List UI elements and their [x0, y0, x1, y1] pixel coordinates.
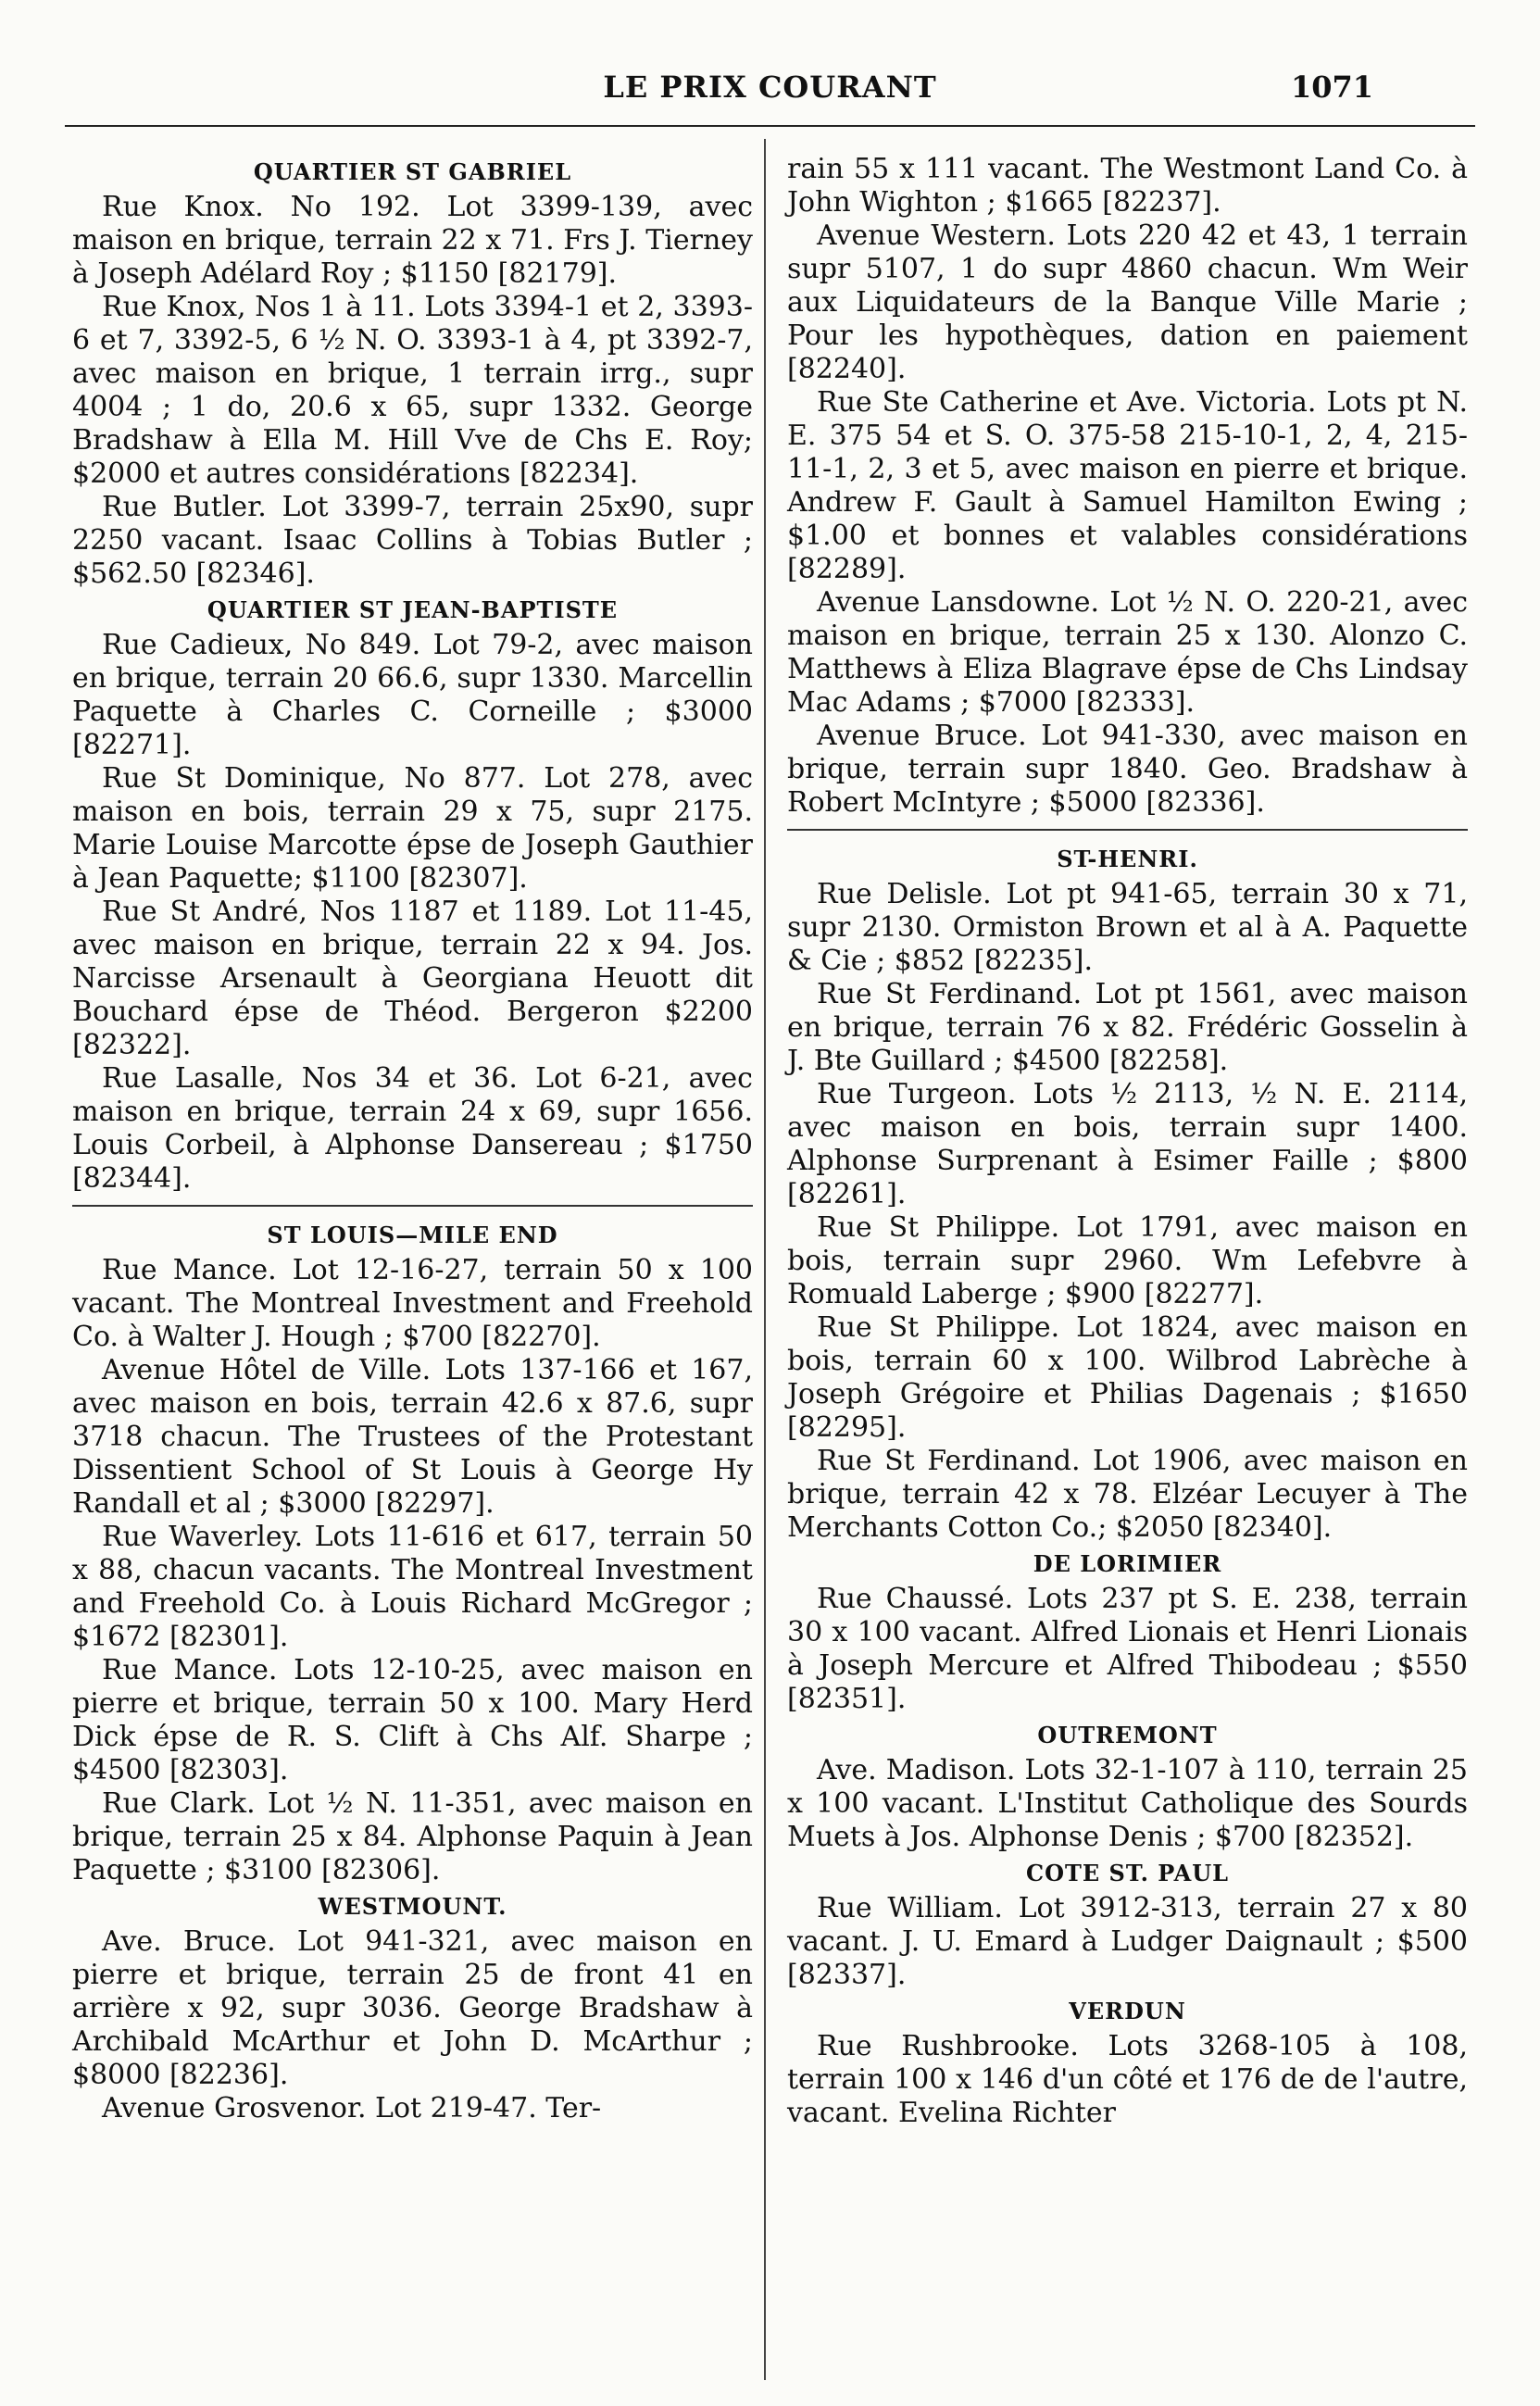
section-heading: COTE ST. PAUL [1025, 1860, 1230, 1886]
listing-entry: Rue Ste Catherine et Ave. Victoria. Lots pt N. E. 375 54 et S. O. 375-58 215-10-1, 2, 4, 215-11-1, 2, 3 et 5, avec maison en pierre et brique. Andrew F. Gault à Samuel Hamilton Ewing ; $1.00 et bonnes et valables considérations [82289]. [787, 386, 1468, 585]
column-divider [764, 139, 766, 2380]
section-heading: DE LORIMIER [1033, 1550, 1222, 1577]
listing-entry: Rue Mance. Lots 12-10-25, avec maison en pierre et brique, terrain 50 x 100. Mary Herd Dick épse de R. S. Clift à Chs Alf. Sharpe ; $4500 [82303]. [72, 1654, 753, 1786]
section-heading: QUARTIER ST GABRIEL [253, 158, 572, 185]
listing-entry: Rue St Dominique, No 877. Lot 278, avec maison en bois, terrain 29 x 75, supr 2175. Marie Louise Marcotte épse de Joseph Gauthier à Jean Paquette; $1100 [82307]. [72, 762, 753, 895]
right-column [787, 153, 1468, 2130]
section-heading: OUTREMONT [1037, 1722, 1218, 1748]
listing-entry: Avenue Grosvenor. Lot 219-47. Ter- [102, 2092, 602, 2124]
section-heading: VERDUN [1069, 1998, 1186, 2024]
listing-entry: Ave. Madison. Lots 32-1-107 à 110, terrain 25 x 100 vacant. L'Institut Catholique des Sourds Muets à Jos. Alphonse Denis ; $700 [82352]. [787, 1754, 1468, 1853]
listing-entry: Rue St Ferdinand. Lot 1906, avec maison en brique, terrain 42 x 78. Elzéar Lecuyer à The Merchants Cotton Co.; $2050 [82340]. [787, 1445, 1468, 1544]
listing-entry: Rue Cadieux, No 849. Lot 79-2, avec maison en brique, terrain 20 66.6, supr 1330. Marcellin Paquette à Charles C. Corneille ; $3000 [82271]. [72, 629, 753, 761]
listing-entry: Rue St Ferdinand. Lot pt 1561, avec maison en brique, terrain 76 x 82. Frédéric Gosselin à J. Bte Guillard ; $4500 [82258]. [787, 978, 1468, 1077]
listing-entry: Avenue Hôtel de Ville. Lots 137-166 et 167, avec maison en bois, terrain 42.6 x 87.6, supr 3718 chacun. The Trustees of the Protestant Dissentient School of St Louis à George Hy Randall et al ; $3000 [82297]. [72, 1354, 753, 1520]
listing-entry: Rue Rushbrooke. Lots 3268-105 à 108, terrain 100 x 146 d'un côté et 176 de de l'autre, vacant. Evelina Richter [787, 2030, 1468, 2129]
listing-entry: Rue Waverley. Lots 11-616 et 617, terrain 50 x 88, chacun vacants. The Montreal Investment and Freehold Co. à Louis Richard McGregor ; $1672 [82301]. [72, 1521, 753, 1653]
listing-entry: rain 55 x 111 vacant. The Westmont Land Co. à John Wighton ; $1665 [82237]. [787, 153, 1468, 219]
listing-entry: Rue St Philippe. Lot 1824, avec maison en bois, terrain 60 x 100. Wilbrod Labrèche à Joseph Grégoire et Philias Dagenais ; $1650 [82295]. [787, 1311, 1468, 1444]
page-number: 1071 [1290, 69, 1373, 105]
section-heading: ST-HENRI. [1057, 846, 1198, 872]
section-heading: WESTMOUNT. [318, 1893, 507, 1920]
listing-entry: Rue Knox. No 192. Lot 3399-139, avec maison en brique, terrain 22 x 71. Frs J. Tierney à Joseph Adélard Roy ; $1150 [82179]. [72, 191, 753, 290]
listing-entry: Rue Butler. Lot 3399-7, terrain 25x90, supr 2250 vacant. Isaac Collins à Tobias Butler ; $562.50 [82346]. [72, 491, 753, 590]
header-rule [65, 125, 1475, 127]
listing-entry: Rue Chaussé. Lots 237 pt S. E. 238, terrain 30 x 100 vacant. Alfred Lionais et Henri Lionais à Joseph Mercure et Alfred Thibodeau ; $550 [82351]. [787, 1583, 1468, 1715]
listing-entry: Rue St André, Nos 1187 et 1189. Lot 11-45, avec maison en brique, terrain 22 x 94. Jos. Narcisse Arsenault à Georgiana Heuott dit Bouchard épse de Théod. Bergeron $2200 [82322]. [72, 896, 753, 1061]
listing-entry: Rue St Philippe. Lot 1791, avec maison en bois, terrain supr 2960. Wm Lefebvre à Romuald Laberge ; $900 [82277]. [787, 1211, 1468, 1310]
left-column [72, 153, 753, 2125]
listing-entry: Rue Lasalle, Nos 34 et 36. Lot 6-21, avec maison en brique, terrain 24 x 69, supr 1656. Louis Corbeil, à Alphonse Dansereau ; $1750 [82344]. [72, 1062, 753, 1195]
listing-entry: Avenue Western. Lots 220 42 et 43, 1 terrain supr 5107, 1 do supr 4860 chacun. Wm Weir aux Liquidateurs de la Banque Ville Marie ; Pour les hypothèques, dation en paiement [82240]. [787, 219, 1468, 385]
section-rule [787, 829, 1468, 831]
section-rule [72, 1205, 753, 1207]
listing-entry: Rue William. Lot 3912-313, terrain 27 x 80 vacant. J. U. Emard à Ludger Daignault ; $500 [82337]. [787, 1892, 1468, 1991]
section-heading: ST LOUIS—MILE END [267, 1222, 558, 1248]
section-heading: QUARTIER ST JEAN-BAPTISTE [207, 596, 619, 623]
listing-entry: Rue Turgeon. Lots ½ 2113, ½ N. E. 2114, avec maison en bois, terrain supr 1400. Alphonse Surprenant à Esimer Faille ; $800 [82261]. [787, 1078, 1468, 1210]
listing-entry: Rue Delisle. Lot pt 941-65, terrain 30 x 71, supr 2130. Ormiston Brown et al à A. Paquette & Cie ; $852 [82235]. [787, 878, 1468, 977]
listing-entry: Rue Knox, Nos 1 à 11. Lots 3394-1 et 2, 3393-6 et 7, 3392-5, 6 ½ N. O. 3393-1 à 4, pt 3392-7, avec maison en brique, 1 terrain irrg., supr 4004 ; 1 do, 20.6 x 65, supr 1332. George Bradshaw à Ella M. Hill Vve de Chs E. Roy; $2000 et autres considérations [82234]. [72, 291, 753, 490]
listing-entry: Avenue Bruce. Lot 941-330, avec maison en brique, terrain supr 1840. Geo. Bradshaw à Robert McIntyre ; $5000 [82336]. [787, 720, 1468, 819]
listing-entry: Avenue Lansdowne. Lot ½ N. O. 220-21, avec maison en brique, terrain 25 x 130. Alonzo C. Matthews à Eliza Blagrave épse de Chs Lindsay Mac Adams ; $7000 [82333]. [787, 586, 1468, 719]
publication-title: LE PRIX COURANT [603, 69, 937, 105]
listing-entry: Rue Mance. Lot 12-16-27, terrain 50 x 100 vacant. The Montreal Investment and Freehold Co. à Walter J. Hough ; $700 [82270]. [72, 1254, 753, 1353]
listing-entry: Rue Clark. Lot ½ N. 11-351, avec maison en brique, terrain 25 x 84. Alphonse Paquin à Jean Paquette ; $3100 [82306]. [72, 1787, 753, 1886]
listing-entry: Ave. Bruce. Lot 941-321, avec maison en pierre et brique, terrain 25 de front 41 en arrière x 92, supr 3036. George Bradshaw à Archibald McArthur et John D. McArthur ; $8000 [82236]. [72, 1925, 753, 2091]
page-header [65, 65, 1475, 120]
